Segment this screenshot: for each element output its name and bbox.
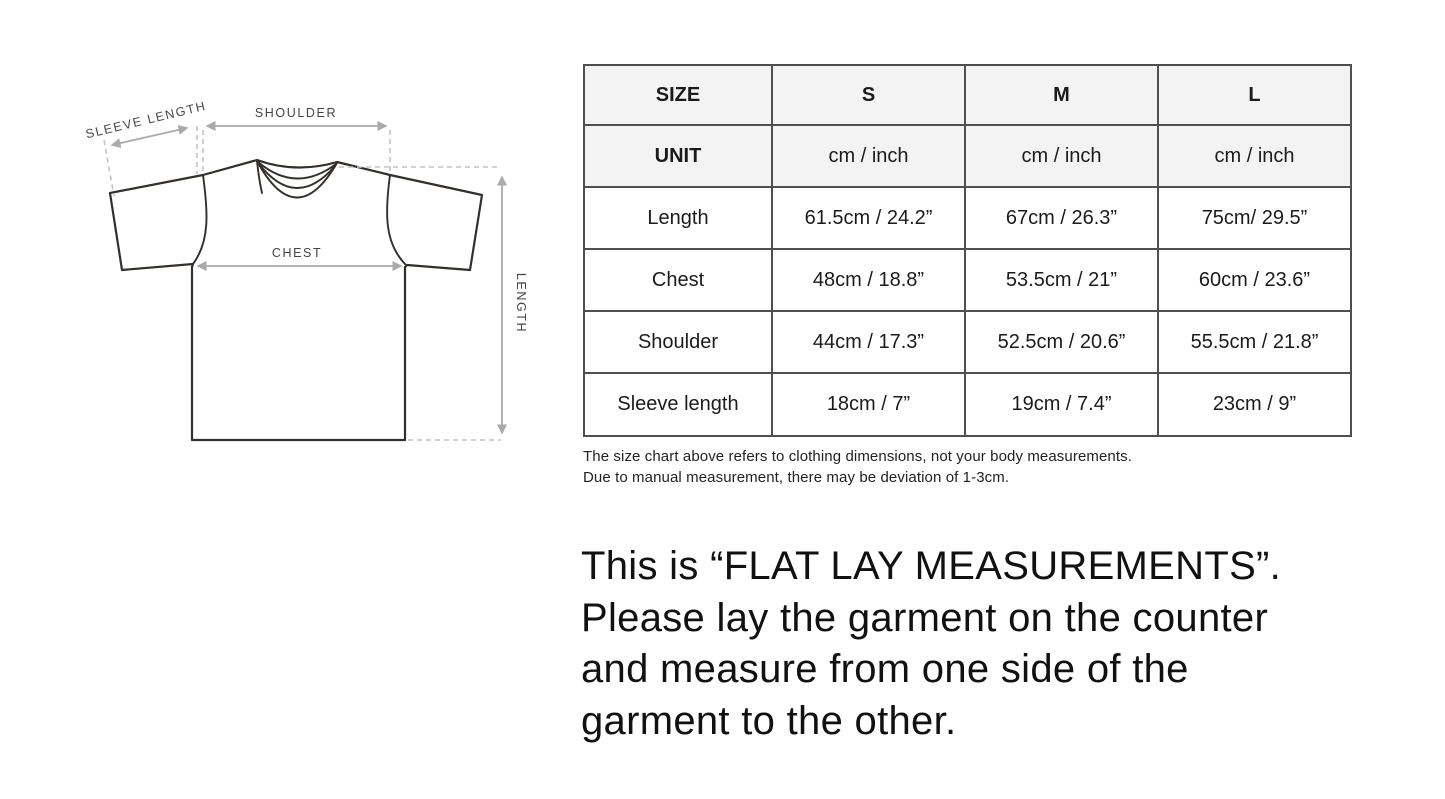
sleeve-l: 23cm / 9”: [1158, 373, 1351, 436]
unit-cell-s: cm / inch: [772, 125, 965, 187]
tshirt-measurement-diagram: [0, 0, 560, 470]
flat-lay-instruction: [581, 541, 1281, 747]
flat-lay-line-1: This is “FLAT LAY MEASUREMENTS”.: [581, 544, 1282, 588]
length-m: 67cm / 26.3”: [965, 187, 1158, 249]
flat-lay-line-3: and measure from one side of the: [581, 647, 1189, 691]
note-line-1: The size chart above refers to clothing dimensions, not your body measurements.: [583, 448, 1133, 465]
row-label: Chest: [584, 249, 772, 311]
flat-lay-line-4: garment to the other.: [581, 698, 957, 743]
unit-row: [584, 125, 1351, 187]
flat-lay-line-2: Please lay the garment on the counter: [581, 595, 1269, 640]
row-sleeve-length: [584, 373, 1351, 436]
row-label: Sleeve length: [584, 373, 772, 436]
size-header-cell: SIZE: [584, 65, 772, 125]
size-l-header: L: [1158, 65, 1351, 125]
shoulder-label: SHOULDER: [254, 106, 338, 120]
shoulder-s: 44cm / 17.3”: [772, 311, 965, 373]
length-label: LENGTH: [514, 272, 528, 334]
sleeve-m: 19cm / 7.4”: [965, 373, 1158, 436]
note-line-2: Due to manual measurement, there may be deviation of 1-3cm.: [583, 468, 1010, 486]
size-chart-table: [583, 64, 1352, 437]
row-label: Shoulder: [584, 311, 772, 373]
measurement-notes: [583, 447, 1132, 488]
chest-label: CHEST: [271, 246, 323, 260]
length-s: 61.5cm / 24.2”: [772, 187, 965, 249]
size-s-header: S: [772, 65, 965, 125]
row-length: [584, 187, 1351, 249]
size-header-row: [584, 65, 1351, 125]
chest-l: 60cm / 23.6”: [1158, 249, 1351, 311]
chest-m: 53.5cm / 21”: [965, 249, 1158, 311]
shoulder-l: 55.5cm / 21.8”: [1158, 311, 1351, 373]
length-l: 75cm/ 29.5”: [1158, 187, 1351, 249]
sleeve-s: 18cm / 7”: [772, 373, 965, 436]
row-chest: [584, 249, 1351, 311]
size-m-header: M: [965, 65, 1158, 125]
shoulder-m: 52.5cm / 20.6”: [965, 311, 1158, 373]
row-label: Length: [584, 187, 772, 249]
unit-header-cell: UNIT: [584, 125, 772, 187]
tshirt-outline-icon: [110, 160, 482, 440]
unit-cell-m: cm / inch: [965, 125, 1158, 187]
sleeve-length-label: SLEEVE LENGTH: [84, 98, 208, 142]
sleeve-dash-left: [104, 140, 114, 196]
unit-cell-l: cm / inch: [1158, 125, 1351, 187]
chest-s: 48cm / 18.8”: [772, 249, 965, 311]
row-shoulder: [584, 311, 1351, 373]
